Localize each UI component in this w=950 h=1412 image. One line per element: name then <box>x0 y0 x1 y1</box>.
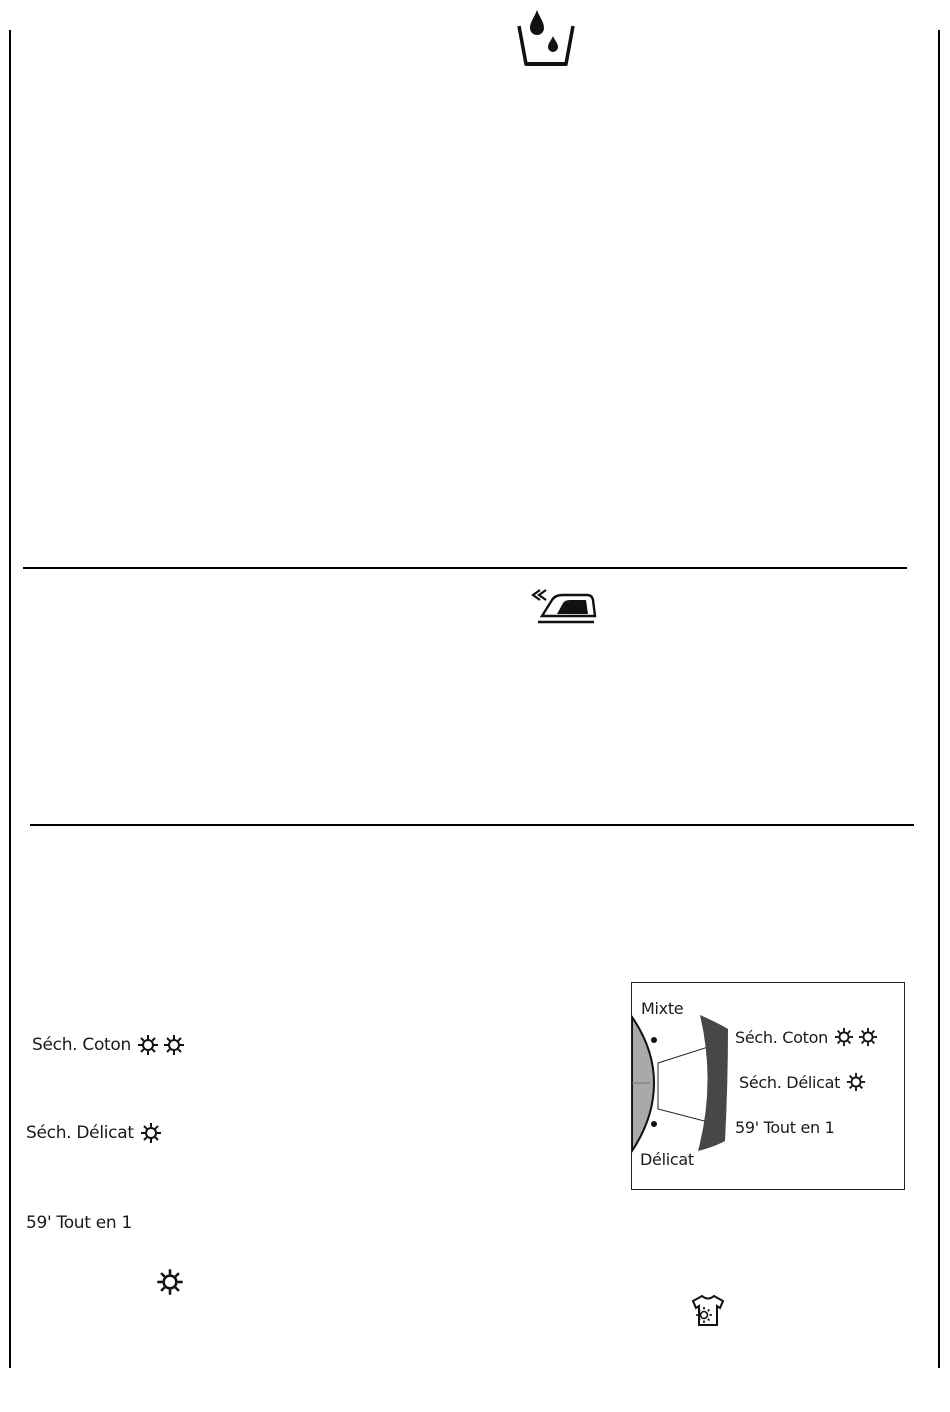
program-tout-en-1-label: 59' Tout en 1 <box>26 1213 133 1233</box>
steam-iron-icon <box>530 586 598 626</box>
dial-program-delicat-label: Séch. Délicat <box>739 1072 841 1092</box>
sun-icon <box>834 1027 854 1047</box>
left-margin-line <box>9 30 11 1368</box>
program-tout-en-1 <box>26 1213 132 1233</box>
dial-top-label: Mixte <box>641 999 684 1018</box>
sun-icon <box>137 1034 159 1056</box>
dial-program-delicat <box>739 1072 866 1092</box>
sun-icon <box>156 1268 184 1296</box>
sun-icon <box>846 1072 866 1092</box>
dial-program-tout-en-1: 59' Tout en 1 <box>735 1118 835 1137</box>
dial-program-coton-label: Séch. Coton <box>735 1027 828 1047</box>
program-coton-label: Séch. Coton <box>32 1035 131 1055</box>
program-coton <box>32 1034 185 1056</box>
sun-icon <box>858 1027 878 1047</box>
shirt-sun-icon <box>690 1294 726 1328</box>
water-basin-icon <box>516 8 576 68</box>
sun-icon <box>140 1122 162 1144</box>
dial-program-coton <box>735 1027 878 1047</box>
section-divider-2 <box>30 824 914 826</box>
program-delicat <box>26 1122 162 1144</box>
sun-icon <box>163 1034 185 1056</box>
section-divider-1 <box>23 567 907 569</box>
dial-bottom-label: Délicat <box>640 1150 694 1169</box>
dial-panel <box>631 982 905 1190</box>
program-delicat-label: Séch. Délicat <box>26 1123 134 1143</box>
right-margin-line <box>938 30 940 1368</box>
